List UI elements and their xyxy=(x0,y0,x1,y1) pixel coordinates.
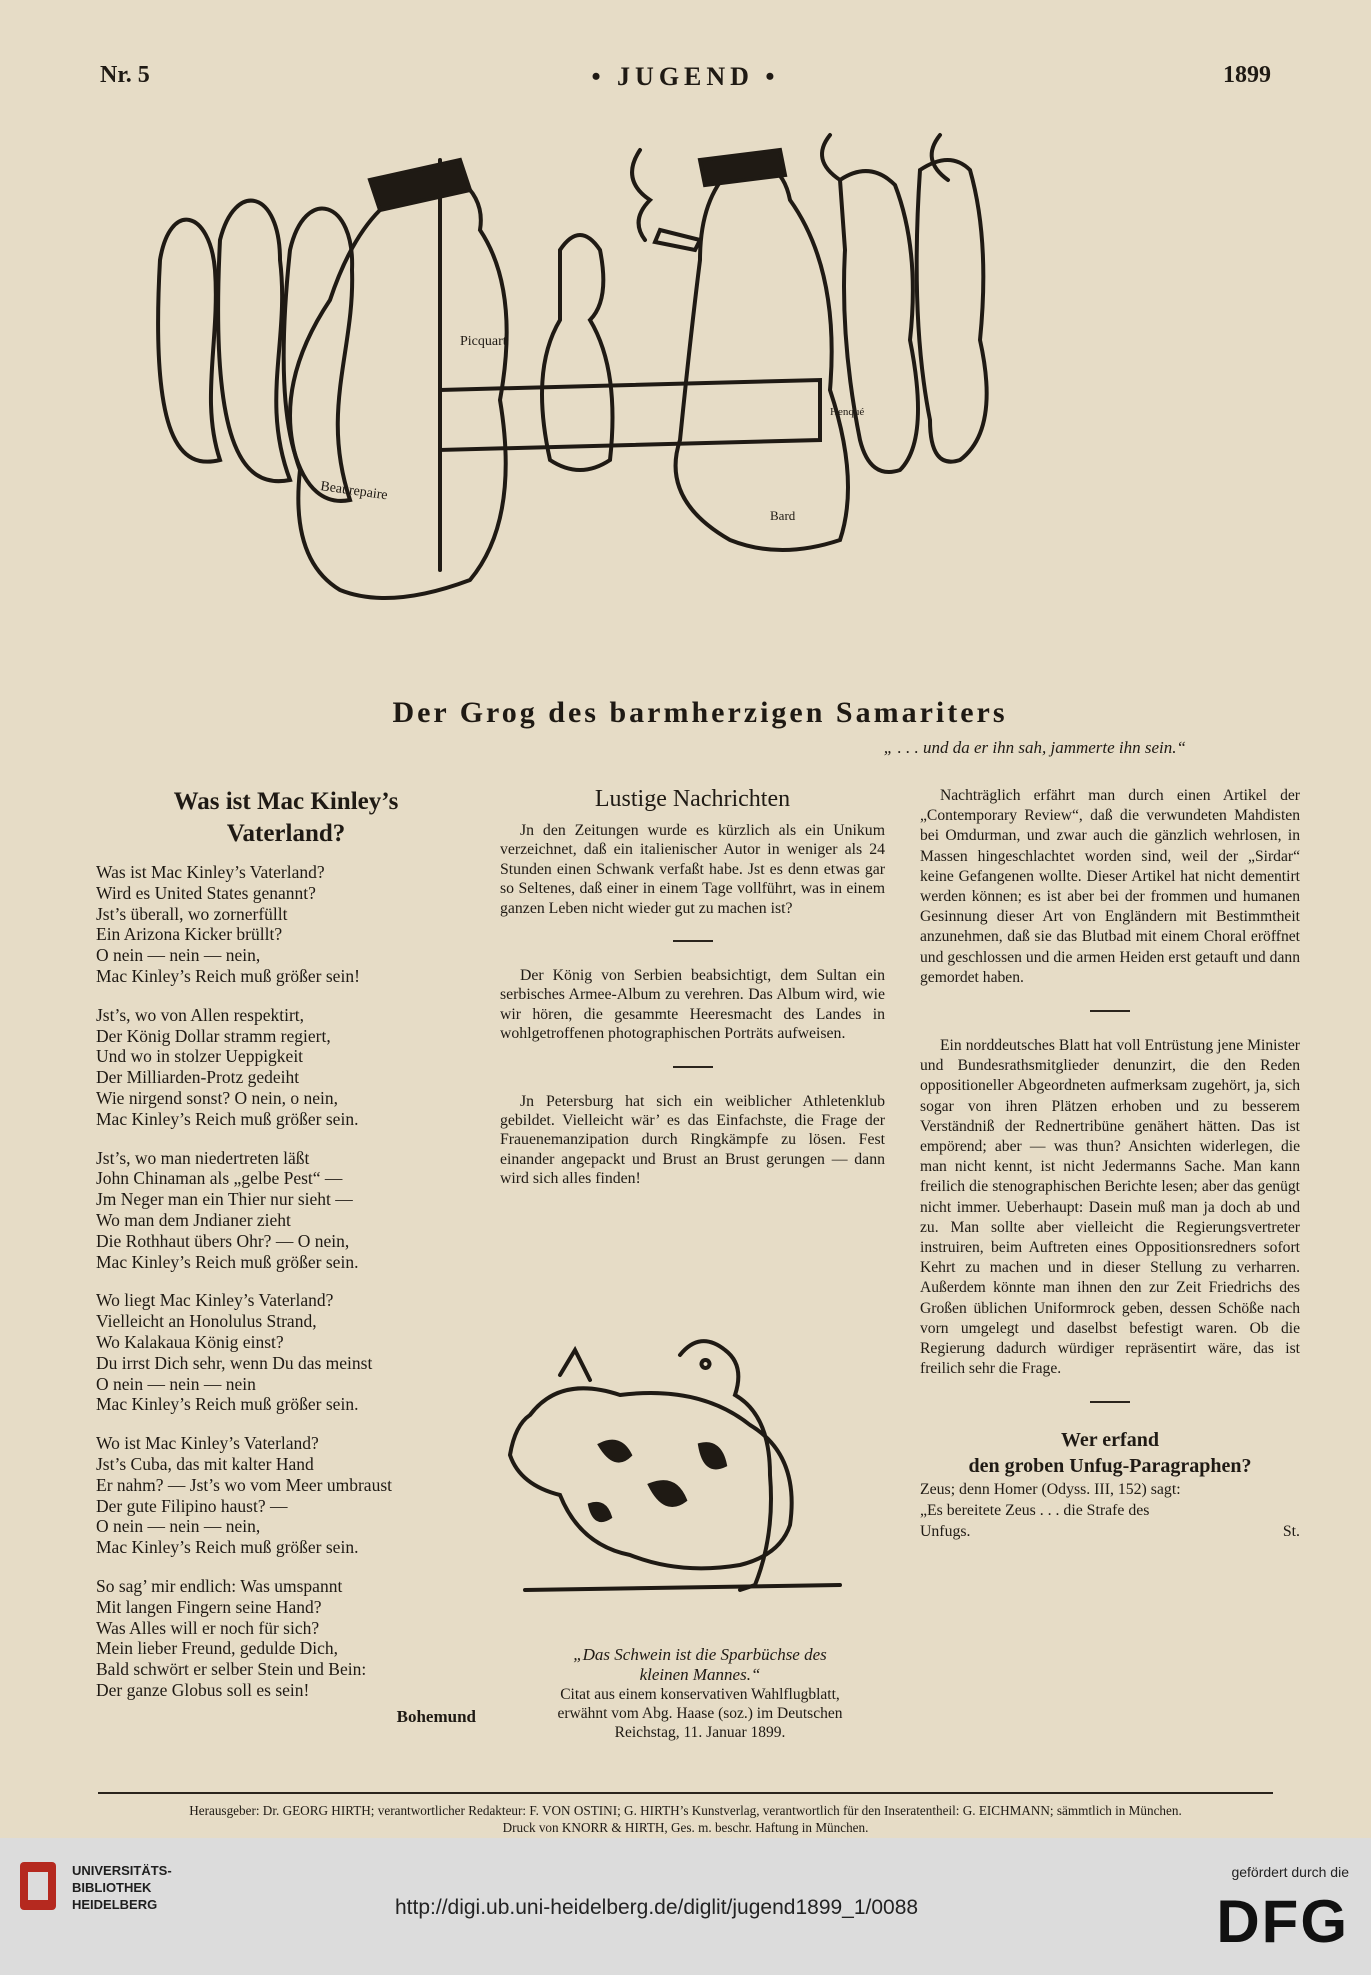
poem-line: Mac Kinley’s Reich muß größer sein. xyxy=(96,1251,359,1272)
library-name-line: UNIVERSITÄTS- xyxy=(72,1863,172,1878)
poem-line: Der König Dollar stramm regiert, xyxy=(96,1025,331,1046)
poem-stanza xyxy=(96,1290,476,1415)
poem-line: O nein — nein — nein, xyxy=(96,1516,261,1537)
poem-line: Du irrst Dich sehr, wenn Du das meinst xyxy=(96,1352,373,1373)
dfg-logo: DFG xyxy=(1216,1888,1349,1955)
separator xyxy=(673,940,713,942)
label-henque: Henqué xyxy=(830,406,865,418)
label-picquart: Picquart xyxy=(460,334,507,349)
separator xyxy=(673,1066,713,1068)
article-heading: den groben Unfug-Paragraphen? xyxy=(968,1455,1252,1478)
imprint-line: Herausgeber: Dr. GEORG HIRTH; verantwortlicher Redakteur: F. VON OSTINI; G. HIRTH’s Kunstverlag, verantwortlich für den Inseratentheil: G. EICHMANN; sämmtlich in München. xyxy=(189,1803,1182,1818)
poem-title-line2: Vaterland? xyxy=(226,820,346,847)
pig-caption-source: erwähnt vom Abg. Haase (soz.) im Deutschen xyxy=(557,1705,843,1722)
poem-line: Der gute Filipino haust? — xyxy=(96,1495,288,1516)
funded-by-label: gefördert durch die xyxy=(1231,1864,1349,1880)
poem-line: Mac Kinley’s Reich muß größer sein. xyxy=(96,1108,359,1129)
pig-caption-quote: „Das Schwein ist die Sparbüchse des xyxy=(573,1645,827,1664)
poem-line: Jst’s, wo man niedertreten läßt xyxy=(96,1147,310,1168)
news-column xyxy=(500,786,885,1189)
poem-line: Wie nirgend sonst? O nein, o nein, xyxy=(96,1087,338,1108)
separator xyxy=(1090,1010,1130,1012)
poem-line: Vielleicht an Honolulus Strand, xyxy=(96,1311,317,1332)
permalink[interactable]: http://digi.ub.uni-heidelberg.de/diglit/jugend1899_1/0088 xyxy=(395,1896,919,1919)
library-name xyxy=(72,1862,172,1913)
label-beaurepaire: Beaurepaire xyxy=(319,479,389,504)
poem-line: Mac Kinley’s Reich muß größer sein. xyxy=(96,1394,359,1415)
zeus-line xyxy=(920,1521,1300,1542)
poem-signature: Bohemund xyxy=(396,1706,476,1726)
page-header xyxy=(100,62,1271,96)
poem-line: Was Alles will er noch für sich? xyxy=(96,1617,320,1638)
zeus-line: Zeus; denn Homer (Odyss. III, 152) sagt: xyxy=(920,1481,1181,1499)
cartoon-subtitle: „ . . . und da er ihn sah, jammerte ihn sein.“ xyxy=(883,738,1186,757)
poem-line: Jst’s überall, wo zornerfüllt xyxy=(96,903,288,924)
poem-line: Mein lieber Freund, gedulde Dich, xyxy=(96,1638,339,1659)
poem-line: Der ganze Globus soll es sein! xyxy=(96,1679,310,1700)
poem-stanza xyxy=(96,1005,476,1130)
magazine-title: • JUGEND • xyxy=(591,62,780,91)
poem-stanza xyxy=(96,1148,476,1273)
imprint-line: Druck von KNORR & HIRTH, Ges. m. beschr. Haftung in München. xyxy=(502,1820,869,1835)
poem-line: Jst’s, wo von Allen respektirt, xyxy=(96,1004,305,1025)
library-name-line: HEIDELBERG xyxy=(72,1897,158,1912)
library-name-line: BIBLIOTHEK xyxy=(72,1880,152,1895)
zeus-signature: St. xyxy=(1282,1523,1300,1541)
poem-line: John Chinaman als „gelbe Pest“ — xyxy=(96,1168,343,1189)
poem-line: Mac Kinley’s Reich muß größer sein. xyxy=(96,1537,359,1558)
poem-line: Die Rothhaut übers Ohr? — O nein, xyxy=(96,1230,350,1251)
poem-stanza xyxy=(96,1433,476,1558)
poem-stanza xyxy=(96,1576,476,1701)
zeus-line: „Es bereitete Zeus . . . die Strafe des xyxy=(920,1502,1150,1520)
right-column xyxy=(920,786,1300,1542)
library-bar xyxy=(0,1838,1371,1975)
pig-drawing xyxy=(500,1335,900,1635)
news-paragraph: Jn den Zeitungen wurde es kürzlich als ein Unikum verzeichnet, daß ein italienischer Autor in weniger als 24 Stunden einen Schwank verfaßt habe. Jst es denn etwas gar so Seltenes, daß einer in einem Tage vollführt, was in einem ganzen Leben nicht wieder gut zu machen ist? xyxy=(500,822,885,917)
poem-line: O nein — nein — nein, xyxy=(96,945,261,966)
cartoon-title: Der Grog des barmherzigen Samariters xyxy=(392,696,1008,729)
poem-title-line1: Was ist Mac Kinley’s xyxy=(173,788,399,815)
article-paragraph: Ein norddeutsches Blatt hat voll Entrüstung jene Minister und Bundesrathsmitglieder denunzirt, die den Reden oppositioneller Abgeordneten aufmerksam zugehört, ja, sich sogar von ihren Plätzen erhoben und zu besserem Verständniß der Rednertribüne genähert hätten. Das ist empörend; aber — was thun? Ansichten widerlegen, die man nicht kennt, ist nicht Jedermanns Sache. Man kann freilich die stenographischen Berichte lesen; aber das genügt nicht immer. Ueberhaupt: Dasein muß man ja doch ab und zu. Man sollte aber vielleicht die Regierungsvertreter instruiren, beim Auftreten eines Oppositionsredners sofort Kehrt zu machen und in dieser Stellung zu verharren. Außerdem könnte man ihnen den zur Zeit Friedrichs des Großen üblichen Uniformrock geben, dessen Schöße nach vorn umgelegt und daselbst befestigt waren. Ob die Regierung dadurch würdiger repräsentirt wäre, das ist freilich sehr die Frage. xyxy=(920,1037,1300,1378)
poem-line: Jst’s Cuba, das mit kalter Hand xyxy=(96,1453,314,1474)
poem-line: Wo man dem Jndianer zieht xyxy=(96,1209,291,1230)
poem-line: O nein — nein — nein xyxy=(96,1373,256,1394)
poem-line: Wo ist Mac Kinley’s Vaterland? xyxy=(96,1433,319,1454)
article-heading: Wer erfand xyxy=(1061,1429,1159,1452)
poem-line: So sag’ mir endlich: Was umspannt xyxy=(96,1575,343,1596)
poem-line: Bald schwört er selber Stein und Bein: xyxy=(96,1659,367,1680)
poem-line: Wird es United States genannt? xyxy=(96,882,316,903)
news-title: Lustige Nachrichten xyxy=(594,786,791,812)
news-paragraph: Jn Petersburg hat sich ein weiblicher Athletenklub gebildet. Vielleicht wär’ es das Einfachste, die Frage der Frauenemanzipation durch Ringkämpfe zu lösen. Fest einander angepackt und Brust an Brust gerungen — dann wird sich alles finden! xyxy=(500,1092,885,1188)
footer-rule xyxy=(98,1792,1273,1794)
poem-line: Mac Kinley’s Reich muß größer sein! xyxy=(96,965,360,986)
pig-caption xyxy=(500,1645,900,1742)
poem-line: Jm Neger man ein Thier nur sieht — xyxy=(96,1189,353,1210)
zeus-quote xyxy=(920,1479,1300,1542)
issue-year: 1899 xyxy=(1223,62,1271,88)
poem-line: Und wo in stolzer Ueppigkeit xyxy=(96,1046,304,1067)
news-paragraph: Der König von Serbien beabsichtigt, dem Sultan ein serbisches Armee-Album zu verehren. Das Album wird, wie wir hören, die gesammte Heeresmacht des Landes in wohlgetroffenen photographischen Porträts aufweisen. xyxy=(500,967,885,1043)
poem-line: Ein Arizona Kicker brüllt? xyxy=(96,924,283,945)
poem-line: Wo liegt Mac Kinley’s Vaterland? xyxy=(96,1290,334,1311)
separator xyxy=(1090,1401,1130,1403)
cartoon-drawing xyxy=(140,140,1240,695)
poem-line: Er nahm? — Jst’s wo vom Meer umbraust xyxy=(96,1474,392,1495)
poem-stanza xyxy=(96,862,476,987)
poem-line: Wo Kalakaua König einst? xyxy=(96,1331,284,1352)
poem-line: Der Milliarden-Protz gedeiht xyxy=(96,1067,300,1088)
pig-caption-quote: kleinen Mannes.“ xyxy=(639,1665,761,1684)
poem-line: Mit langen Fingern seine Hand? xyxy=(96,1596,322,1617)
label-bard: Bard xyxy=(770,508,796,523)
piggy-bank-illustration xyxy=(500,1335,900,1635)
pig-caption-source: Citat aus einem konservativen Wahlflugblatt, xyxy=(560,1686,840,1703)
poem-line: Was ist Mac Kinley’s Vaterland? xyxy=(96,862,325,882)
issue-number: Nr. 5 xyxy=(100,62,150,88)
poem-column xyxy=(96,786,476,1727)
poem-title xyxy=(96,786,476,850)
pig-caption-source: Reichstag, 11. Januar 1899. xyxy=(614,1724,786,1741)
article-paragraph: Nachträglich erfährt man durch einen Artikel der „Contemporary Review“, daß die verwundeten Mahdisten bei Omdurman, und zwar auch die gänzlich wehrlosen, in Massen hingeschlachtet worden sind, weil der „Sirdar“ keine Gefangenen wollte. Dieser Artikel hat nicht dementirt werden können; es ist aber bei der frommen und humanen Gesinnung dieser Art von Engländern mit Bestimmtheit anzunehmen, daß sie das Blutbad mit einem Choral eröffnet und geschlossen und die armen Heiden erst getauft und dann gemordet haben. xyxy=(920,787,1300,986)
university-seal-icon xyxy=(18,1860,58,1912)
zeus-line-end: Unfugs. xyxy=(920,1523,971,1541)
cartoon-illustration xyxy=(140,140,1240,695)
